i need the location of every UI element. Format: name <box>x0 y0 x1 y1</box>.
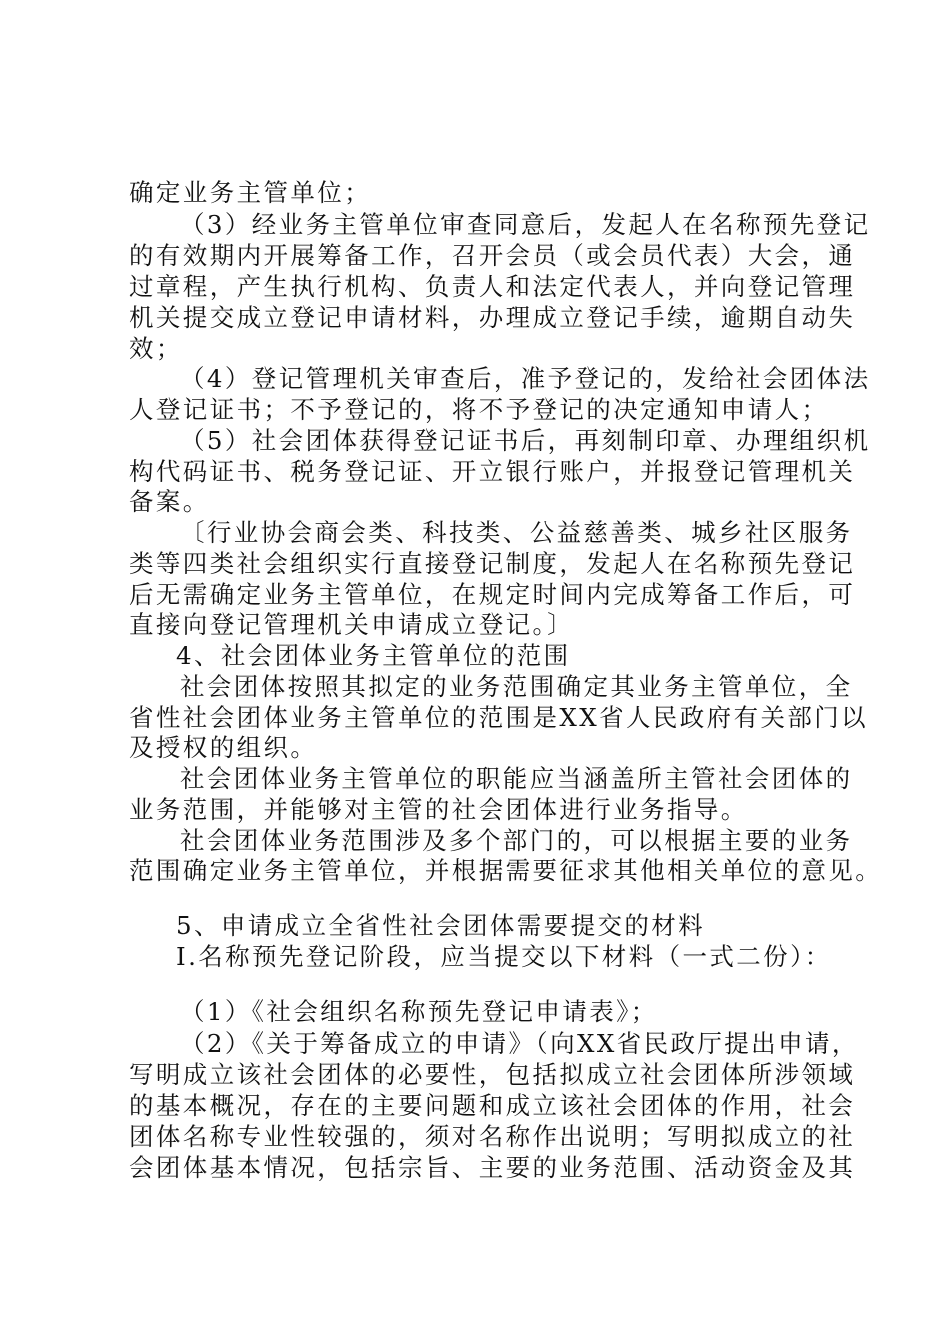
text-line: Ⅰ.名称预先登记阶段，应当提交以下材料（一式二份）： <box>176 942 832 971</box>
text-line: 社会团体业务范围涉及多个部门的，可以根据主要的业务 <box>180 826 853 855</box>
text-line: 社会团体按照其拟定的业务范围确定其业务主管单位，全 <box>180 672 853 701</box>
text-line: 写明成立该社会团体的必要性，包括拟成立社会团体所涉领域 <box>129 1060 856 1089</box>
section-heading: 4、社会团体业务主管单位的范围 <box>176 641 571 670</box>
section-heading: 5、申请成立全省性社会团体需要提交的材料 <box>176 911 706 940</box>
text-line: 效； <box>129 334 183 363</box>
text-line: 省性社会团体业务主管单位的范围是XX省人民政府有关部门以 <box>129 703 869 732</box>
text-line: 业务范围，并能够对主管的社会团体进行业务指导。 <box>129 795 748 824</box>
text-line: 过章程，产生执行机构、负责人和法定代表人，并向登记管理 <box>129 272 856 301</box>
text-line: 确定业务主管单位； <box>129 178 372 207</box>
text-line: 会团体基本情况，包括宗旨、主要的业务范围、活动资金及其 <box>129 1153 856 1182</box>
text-line: （5）社会团体获得登记证书后，再刻制印章、办理组织机 <box>180 426 871 455</box>
text-line: 构代码证书、税务登记证、开立银行账户，并报登记管理机关 <box>129 457 856 486</box>
text-line: 备案。 <box>129 487 210 516</box>
text-line: 的有效期内开展筹备工作，召开会员（或会员代表）大会，通 <box>129 241 856 270</box>
text-line: 及授权的组织。 <box>129 733 318 762</box>
text-line: 的基本概况，存在的主要问题和成立该社会团体的作用，社会 <box>129 1091 856 1120</box>
text-line: 直接向登记管理机关申请成立登记。〕 <box>129 610 575 639</box>
text-line: 范围确定业务主管单位，并根据需要征求其他相关单位的意见。 <box>129 856 883 885</box>
text-line: 人登记证书；不予登记的，将不予登记的决定通知申请人； <box>129 395 829 424</box>
text-line: （2）《关于筹备成立的申请》（向XX省民政厅提出申请， <box>180 1029 859 1058</box>
text-line: 后无需确定业务主管单位，在规定时间内完成筹备工作后，可 <box>129 580 856 609</box>
text-line: （3）经业务主管单位审查同意后，发起人在名称预先登记 <box>180 210 871 239</box>
text-line: 团体名称专业性较强的，须对名称作出说明；写明拟成立的社 <box>129 1122 856 1151</box>
text-line: （1）《社会组织名称预先登记申请表》； <box>180 997 658 1026</box>
text-line: 〔行业协会商会类、科技类、公益慈善类、城乡社区服务 <box>180 518 853 547</box>
text-line: 类等四类社会组织实行直接登记制度，发起人在名称预先登记 <box>129 549 856 578</box>
text-line: 社会团体业务主管单位的职能应当涵盖所主管社会团体的 <box>180 764 853 793</box>
text-line: 机关提交成立登记申请材料，办理成立登记手续，逾期自动失 <box>129 303 856 332</box>
text-line: （4）登记管理机关审查后，准予登记的，发给社会团体法 <box>180 364 871 393</box>
